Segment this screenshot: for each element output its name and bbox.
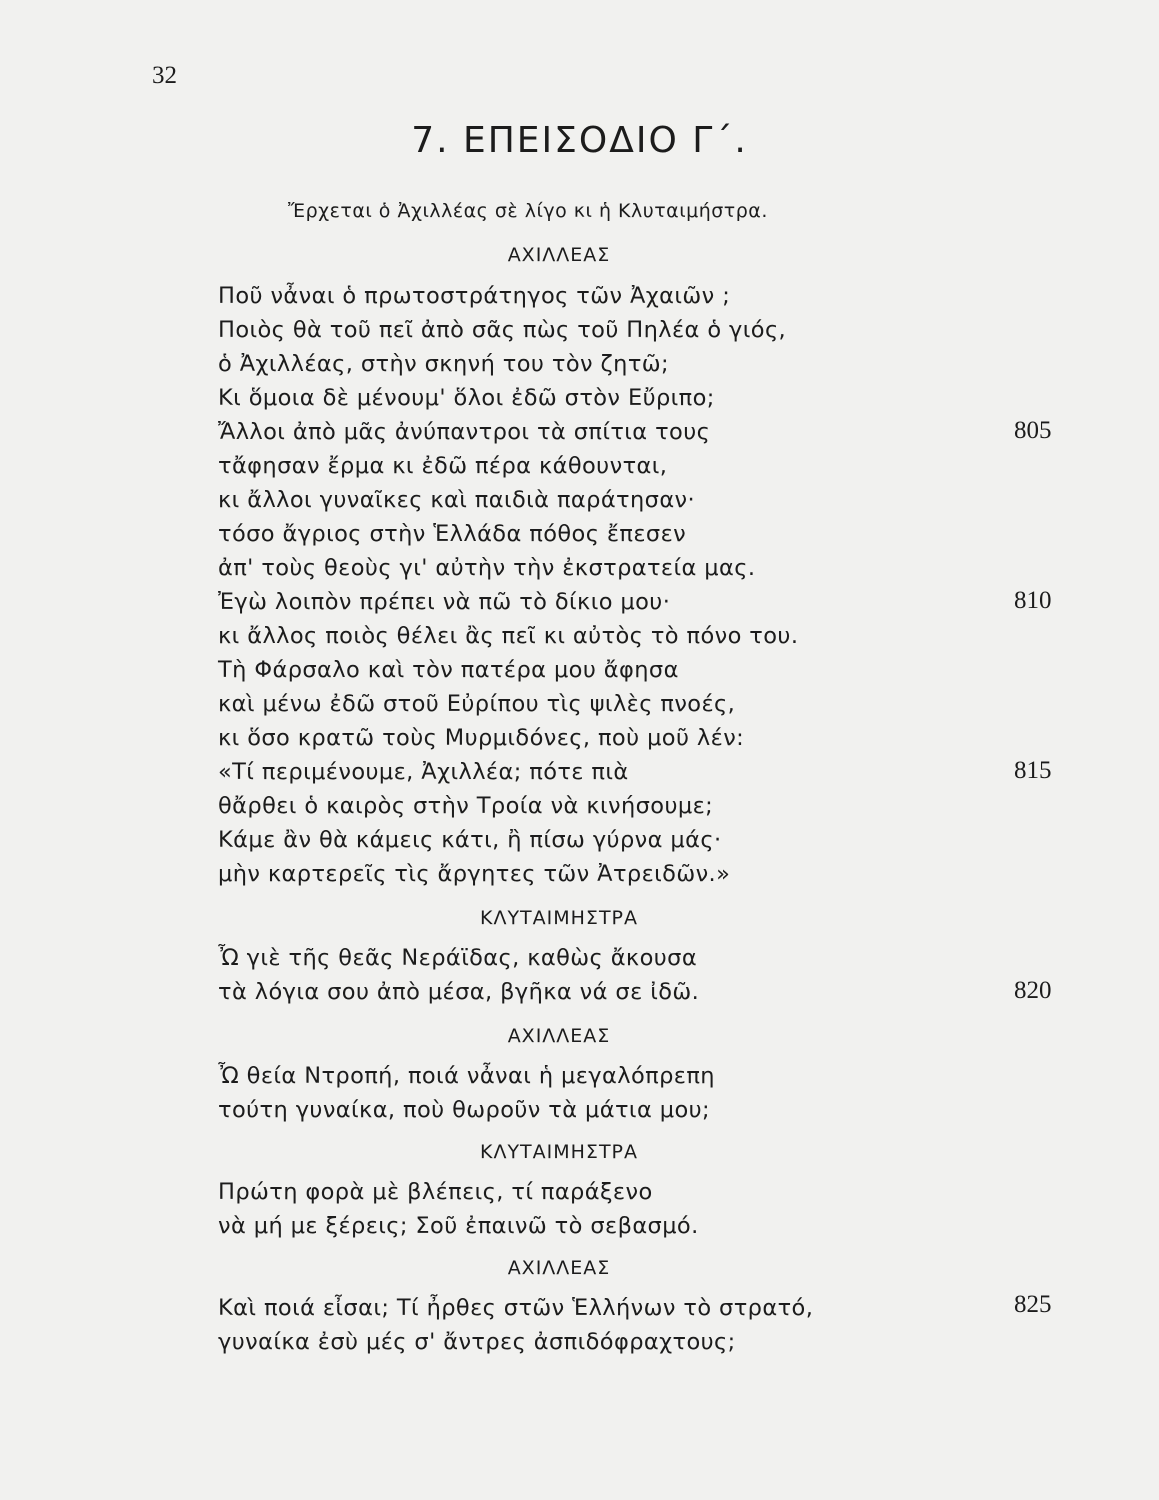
verse-line: Καὶ ποιά εἶσαι; Τί ἦρθες στῶν Ἑλλήνων τὸ στρατό, [218, 1295, 814, 1321]
verse-line: νὰ μή με ξέρεις; Σοῦ ἐπαινῶ τὸ σεβασμό. [218, 1213, 699, 1239]
verse-line: τούτη γυναίκα, ποὺ θωροῦν τὰ μάτια μου; [218, 1097, 711, 1123]
speaker-label: ΚΛΥΤΑΙΜΗΣΤΡΑ [479, 1141, 639, 1163]
verse-line: ἀπ' τοὺς θεοὺς γι' αὐτὴν τὴν ἐκστρατεία μας. [218, 555, 756, 581]
verse-line: θἄρθει ὁ καιρὸς στὴν Τροία νὰ κινήσουμε; [218, 793, 714, 819]
speaker-label: ΑΧΙΛΛΕΑΣ [507, 1025, 611, 1047]
verse-line: τόσο ἄγριος στὴν Ἑλλάδα πόθος ἔπεσεν [218, 521, 687, 547]
line-number: 820 [1014, 977, 1052, 1004]
line-number: 825 [1014, 1291, 1052, 1318]
speaker-label: ΑΧΙΛΛΕΑΣ [507, 244, 611, 266]
verse-line: Κάμε ἂν θὰ κάμεις κάτι, ἢ πίσω γύρνα μάς· [218, 827, 722, 853]
page-number: 32 [152, 62, 177, 89]
stage-direction: Ἔρχεται ὁ Ἀχιλλέας σὲ λίγο κι ἡ Κλυταιμήστρα. [288, 200, 768, 222]
verse-line: Ἐγὼ λοιπὸν πρέπει νὰ πῶ τὸ δίκιο μου· [218, 589, 671, 615]
verse-line: Κι ὅμοια δὲ μένουμ' ὅλοι ἐδῶ στὸν Εὔριπο; [218, 385, 715, 411]
speaker-label: ΑΧΙΛΛΕΑΣ [507, 1257, 611, 1279]
verse-line: Πρώτη φορὰ μὲ βλέπεις, τί παράξενο [218, 1179, 653, 1205]
verse-line: κι ὅσο κρατῶ τοὺς Μυρμιδόνες, ποὺ μοῦ λέν: [218, 725, 745, 751]
verse-line: γυναίκα ἐσὺ μές σ' ἄντρες ἀσπιδόφραχτους; [218, 1329, 736, 1355]
verse-line: Τὴ Φάρσαλο καὶ τὸν πατέρα μου ἄφησα [218, 657, 679, 683]
line-number: 810 [1014, 587, 1052, 614]
verse-line: τὰ λόγια σου ἀπὸ μέσα, βγῆκα νά σε ἰδῶ. [218, 979, 700, 1005]
verse-line: Ποιὸς θὰ τοῦ πεῖ ἀπὸ σᾶς πὼς τοῦ Πηλέα ὁ γιός, [218, 317, 787, 343]
page-title: 7. ΕΠΕΙΣΟΔΙΟ Γ΄. [411, 120, 748, 161]
verse-line: καὶ μένω ἐδῶ στοῦ Εὐρίπου τὶς ψιλὲς πνοές, [218, 691, 736, 717]
verse-line: «Τί περιμένουμε, Ἀχιλλέα; πότε πιὰ [218, 759, 629, 785]
verse-line: ὁ Ἀχιλλέας, στὴν σκηνή του τὸν ζητῶ; [218, 351, 669, 377]
speaker-label: ΚΛΥΤΑΙΜΗΣΤΡΑ [479, 907, 639, 929]
verse-line: Ὦ γιὲ τῆς θεᾶς Νεράϊδας, καθὼς ἄκουσα [218, 945, 698, 971]
line-number: 815 [1014, 757, 1052, 784]
verse-line: κι ἄλλοι γυναῖκες καὶ παιδιὰ παράτησαν· [218, 487, 696, 513]
verse-line: Ἄλλοι ἀπὸ μᾶς ἀνύπαντροι τὰ σπίτια τους [218, 419, 711, 445]
verse-line: Ὦ θεία Ντροπή, ποιά νἆναι ἡ μεγαλόπρεπη [218, 1063, 715, 1089]
line-number: 805 [1014, 417, 1052, 444]
verse-line: μὴν καρτερεῖς τὶς ἄργητες τῶν Ἀτρειδῶν.» [218, 861, 731, 887]
verse-line: κι ἄλλος ποιὸς θέλει ἂς πεῖ κι αὐτὸς τὸ πόνο του. [218, 623, 799, 649]
verse-line: τἄφησαν ἔρμα κι ἐδῶ πέρα κάθουνται, [218, 453, 668, 479]
verse-line: Ποῦ νἆναι ὁ πρωτοστράτηγος τῶν Ἀχαιῶν ; [218, 283, 731, 309]
